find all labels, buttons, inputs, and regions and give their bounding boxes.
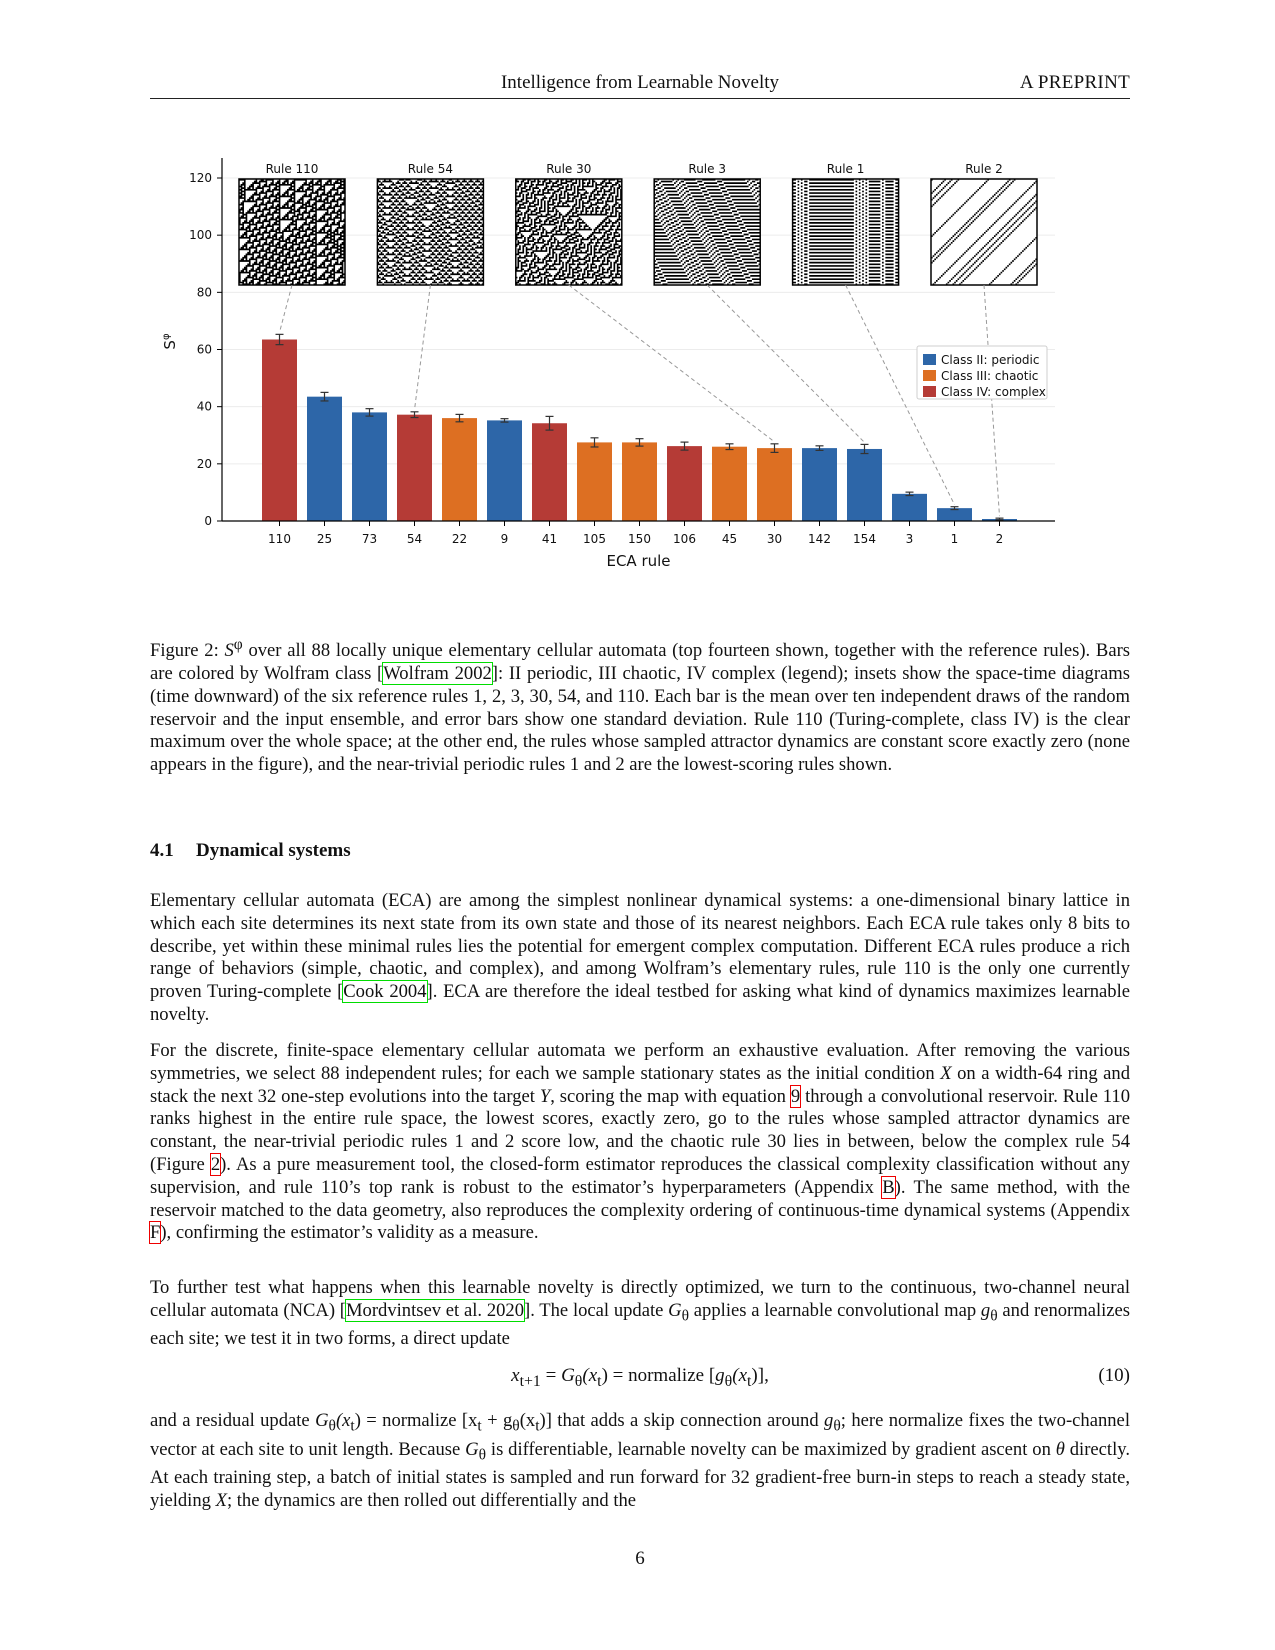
paragraph-eca-intro: Elementary cellular automata (ECA) are among the simplest nonlinear dynamical systems: a one-dimensional binary lattice in which each site determines its next state from its own state and those of its nearest neighbors. Each ECA rule takes only 8 bits to describe, yet within these minimal rules lies the potential for emergent complex computation. Different ECA rules produce a rich range of behaviors (simple, chaotic, and complex), and among Wolfram’s elementary rules, rule 110 is the only one currently proven Turing-complete [Cook 2004]. ECA are therefore the ideal testbed for asking what kind of dynamics maximizes learnable novelty. — [150, 890, 1131, 1025]
section-heading: 4.1 Dynamical systems — [150, 840, 351, 861]
inset-title-rule-2: Rule 2 — [965, 162, 1003, 176]
x-tick-label-142: 142 — [808, 532, 831, 546]
bar-rule-150 — [622, 442, 657, 521]
x-tick-label-25: 25 — [316, 532, 333, 546]
legend-swatch-class-IV — [923, 386, 936, 397]
eca-bar-chart — [150, 150, 1070, 570]
bar-rule-142 — [802, 448, 837, 521]
inset-title-rule-30: Rule 30 — [546, 162, 592, 176]
inset-title-rule-110: Rule 110 — [265, 162, 319, 176]
legend-swatch-class-II — [923, 354, 936, 365]
y-tick-label-0: 0 — [204, 514, 212, 528]
bar-rule-73 — [352, 412, 387, 521]
paragraph-nca-intro: To further test what happens when this learnable novelty is directly optimized, we turn to the continuous, two-channel neural cellular automata (NCA) [Mordvintsev et al. 2020]. The local update $G_\theta$ applies a learnable convolutional map $g_\theta$ and renormalizes each site; we test it in two forms, a direct update — [150, 1277, 1131, 1350]
appendix-ref-b[interactable]: B — [882, 1176, 895, 1198]
x-tick-label-2: 2 — [995, 532, 1004, 546]
y-tick-label-120: 120 — [189, 171, 212, 186]
y-axis-label: $S^\varphi$ — [161, 333, 179, 350]
x-tick-label-41: 41 — [541, 532, 558, 546]
bar-rule-45 — [712, 447, 747, 521]
page-number: 6 — [635, 1548, 645, 1569]
cite-cook[interactable]: Cook 2004 — [343, 981, 427, 1003]
bar-rule-3 — [892, 494, 927, 521]
inset-title-rule-1: Rule 1 — [826, 162, 865, 176]
bar-rule-41 — [532, 423, 567, 521]
y-tick-label-80: 80 — [196, 285, 212, 300]
x-tick-label-45: 45 — [721, 532, 738, 546]
x-tick-label-9: 9 — [500, 532, 509, 546]
paragraph-eca-evaluation: For the discrete, finite-space elementary cellular automata we perform an exhaustive evaluation. After removing the various symmetries, we select 88 independent rules; for each we sample stationary states as the initial condition X on a width-64 ring and stack the next 32 one-step evolutions into the target Y, scoring the map with equation 9 through a convolutional reservoir. Rule 110 ranks highest in the entire rule space, the lowest scores, exactly zero, go to the rules whose sampled attractor dynamics are constant, the near-trivial periodic rules 1 and 2 score low, and the chaotic rule 30 lies in between, below the complex rule 54 (Figure 2). As a pure measurement tool, the closed-form estimator reproduces the classical complexity classification without any supervision, and rule 110’s top rank is robust to the estimator’s hyperparameters (Appendix B). The same method, with the reservoir matched to the data geometry, also reproduces the complexity ordering of continuous-time dynamical systems (Appendix F), confirming the estimator’s validity as a measure. — [150, 1040, 1131, 1244]
bar-rule-105 — [577, 442, 612, 521]
x-tick-label-154: 154 — [853, 532, 876, 546]
bar-rule-30 — [757, 448, 792, 521]
y-tick-label-60: 60 — [196, 342, 212, 357]
x-tick-label-105: 105 — [583, 532, 606, 546]
bar-rule-22 — [442, 418, 477, 521]
legend-label-class-II: Class II: periodic — [941, 353, 1040, 367]
equation-ref-9[interactable]: 9 — [790, 1085, 801, 1107]
equation-body: $x_{t+1} = G_\theta(x_t)$ = normalize $[g_\theta(x_t)]$, — [511, 1365, 769, 1390]
inset-connector-rule-3 — [707, 285, 864, 442]
inset-connector-rule-2 — [984, 285, 1000, 516]
chart-legend — [917, 346, 1047, 399]
figure-ref-2[interactable]: 2 — [210, 1153, 221, 1175]
appendix-ref-f[interactable]: F — [150, 1222, 161, 1244]
cite-mordvintsev[interactable]: Mordvintsev et al. 2020 — [346, 1299, 525, 1321]
header-preprint-label: A PREPRINT — [1019, 72, 1130, 93]
inset-title-rule-3: Rule 3 — [688, 162, 726, 176]
y-tick-label-40: 40 — [196, 399, 212, 414]
legend-label-class-IV: Class IV: complex — [941, 385, 1046, 399]
bar-rule-154 — [847, 449, 882, 521]
equation-number: (10) — [1098, 1365, 1130, 1386]
x-tick-label-110: 110 — [268, 532, 291, 546]
y-tick-label-20: 20 — [196, 456, 212, 471]
x-tick-label-22: 22 — [451, 532, 468, 546]
bar-rule-106 — [667, 446, 702, 521]
y-tick-label-100: 100 — [189, 228, 212, 243]
x-tick-label-54: 54 — [406, 532, 423, 546]
bar-rule-110 — [262, 340, 297, 522]
figure-caption: Figure 2: $S^\varphi$ over all 88 locally unique elementary cellular automata (top fourteen shown, together with the reference rules). Bars are colored by Wolfram class [Wolfram 2002]: II periodic, III chaotic, IV complex (legend); insets show the space-time diagrams (time downward) of the six reference rules 1, 2, 3, 30, 54, and 110. Each bar is the mean over ten independent draws of the random reservoir and the input ensemble, and error bars show one standard deviation. Rule 110 (Turing-complete, class IV) is the clear maximum over the whole space; at the other end, the rules whose sampled attractor dynamics are constant score exactly zero (none appears in the figure), and the near-trivial periodic rules 1 and 2 are the lowest-scoring rules shown. — [150, 636, 1130, 776]
bar-rule-25 — [307, 397, 342, 521]
running-header — [150, 72, 1130, 99]
header-title: Intelligence from Learnable Novelty — [500, 72, 779, 93]
x-tick-label-106: 106 — [673, 532, 696, 546]
bar-rule-54 — [397, 415, 432, 521]
inset-connector-rule-30 — [569, 285, 775, 442]
equation-10 — [150, 1365, 1130, 1391]
legend-label-class-III: Class III: chaotic — [941, 369, 1039, 383]
cite-wolfram[interactable]: Wolfram 2002 — [383, 662, 492, 684]
x-tick-label-3: 3 — [905, 532, 914, 546]
bar-rule-9 — [487, 420, 522, 521]
inset-title-rule-54: Rule 54 — [407, 162, 454, 176]
paragraph-nca-residual: and a residual update $G_\theta(x_t)$ = normalize $[x_t + g_\theta(x_t)]$ that adds a skip connection around $g_\theta$; here normalize fixes the two-channel vector at each site to unit length. Because $G_\theta$ is differentiable, learnable novelty can be maximized by gradient ascent on θ directly. At each training step, a batch of initial states is sampled and run forward for 32 gradient-free burn-in steps to reach a steady state, yielding X; the dynamics are then rolled out differentially and the — [150, 1410, 1130, 1511]
x-tick-label-30: 30 — [766, 532, 783, 546]
inset-connector-rule-54 — [415, 285, 431, 410]
legend-swatch-class-III — [923, 370, 936, 381]
x-tick-label-73: 73 — [361, 532, 378, 546]
x-tick-label-1: 1 — [950, 532, 959, 546]
x-axis-label: ECA rule — [606, 552, 671, 570]
x-tick-label-150: 150 — [628, 532, 651, 546]
